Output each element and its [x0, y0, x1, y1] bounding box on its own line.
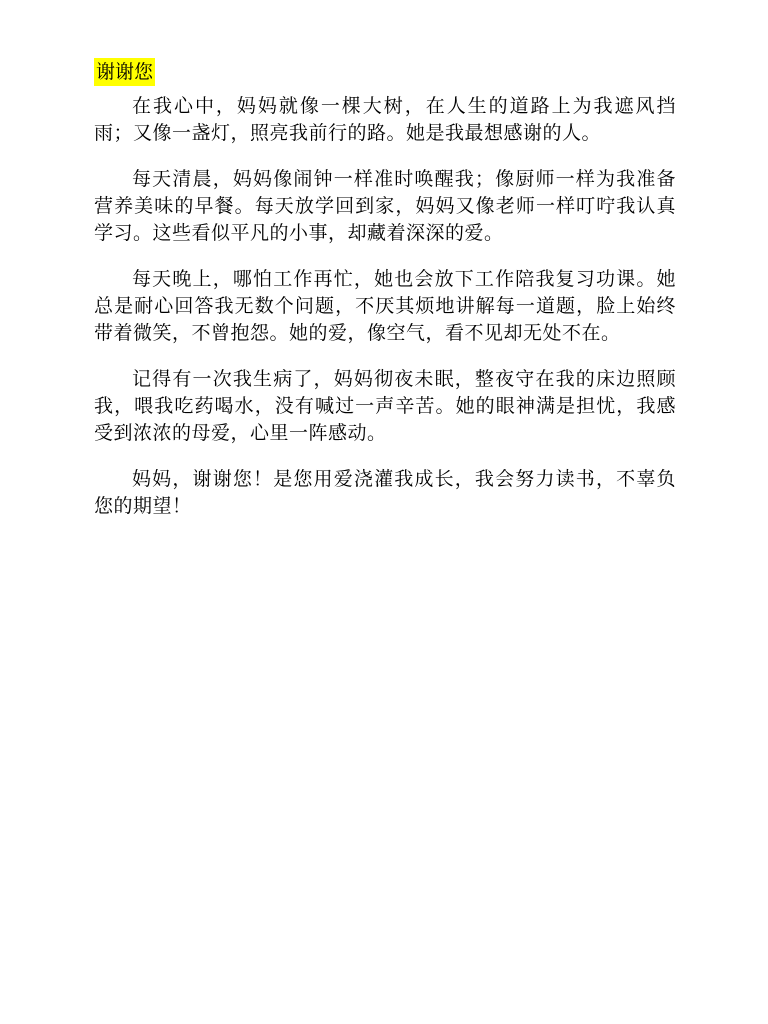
paragraph-4: 记得有一次我生病了，妈妈彻夜未眠，整夜守在我的床边照顾我，喂我吃药喝水，没有喊过一声辛苦。她的眼神满是担忧，我感受到浓浓的母爱，心里一阵感动。 [94, 368, 676, 444]
paragraph-2: 每天清晨，妈妈像闹钟一样准时唤醒我；像厨师一样为我准备营养美味的早餐。每天放学回到家，妈妈又像老师一样叮咛我认真学习。这些看似平凡的小事，却藏着深深的爱。 [94, 168, 676, 244]
document-title: 谢谢您 [94, 58, 155, 86]
paragraph-1: 在我心中，妈妈就像一棵大树，在人生的道路上为我遮风挡雨；又像一盏灯，照亮我前行的路。她是我最想感谢的人。 [94, 95, 676, 144]
paragraph-3: 每天晚上，哪怕工作再忙，她也会放下工作陪我复习功课。她总是耐心回答我无数个问题，不厌其烦地讲解每一道题，脸上始终带着微笑，不曾抱怨。她的爱，像空气，看不见却无处不在。 [94, 268, 676, 344]
paragraph-5: 妈妈，谢谢您！是您用爱浇灌我成长，我会努力读书，不辜负您的期望！ [94, 468, 676, 517]
